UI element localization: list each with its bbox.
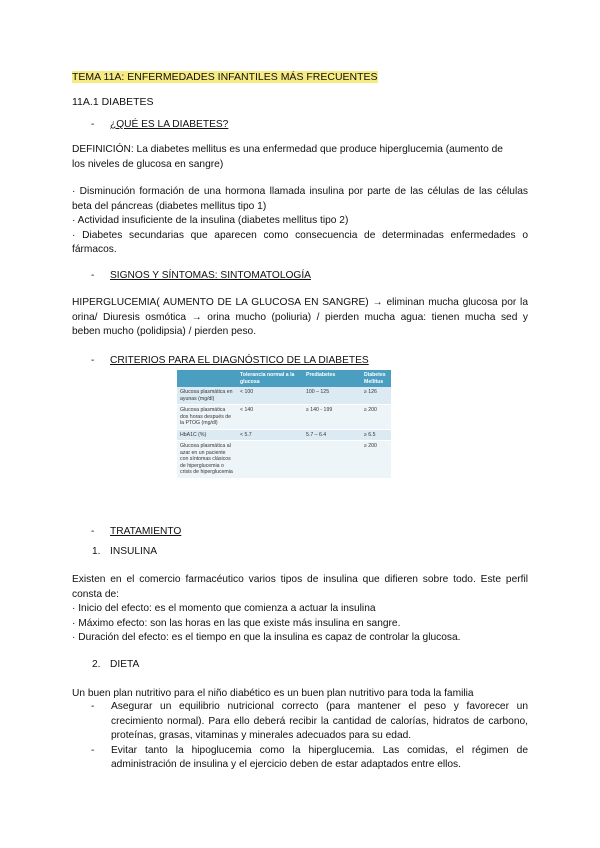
insulina-line: consta de: bbox=[72, 588, 120, 600]
causa-line: · Diabetes secundarias que aparecen como consecuencia de determinadas enfermedades o bbox=[72, 229, 528, 241]
causa-line: · Disminución formación de una hormona llamada insulina por parte de las células de las células bbox=[72, 186, 528, 197]
heading-tratamiento: TRATAMIENTO bbox=[110, 526, 182, 537]
table-cell: ≥ 6.5 bbox=[361, 429, 391, 441]
table-cell: ≥ 126 bbox=[361, 387, 391, 405]
hiperglucemia-paragraph bbox=[72, 296, 528, 340]
criterios-table bbox=[177, 370, 391, 479]
page-title: TEMA 11A: ENFERMEDADES INFANTILES MÁS FRECUENTES bbox=[72, 71, 378, 83]
table-row bbox=[177, 387, 391, 405]
definicion-paragraph bbox=[72, 143, 528, 172]
dash-bullet: - bbox=[91, 744, 95, 756]
causa-line: · Actividad insuficiente de la insulina (diabetes mellitus tipo 2) bbox=[72, 215, 349, 227]
causa-line: beta del páncreas (diabetes mellitus tipo 1) bbox=[72, 200, 267, 212]
table-row bbox=[177, 441, 391, 479]
table-header-row bbox=[177, 370, 391, 387]
dash-bullet: - bbox=[91, 701, 95, 712]
dieta-intro: Un buen plan nutritivo para el niño diabético es un buen plan nutritivo para toda la familia bbox=[72, 688, 474, 699]
table-cell: ≥ 200 bbox=[361, 441, 391, 479]
heading-insulina: INSULINA bbox=[110, 546, 157, 557]
heading-que-es: ¿QUÉ ES LA DIABETES? bbox=[110, 119, 229, 130]
table-header-cell: Tolerancia normal a la glucosa bbox=[237, 370, 303, 387]
table-cell bbox=[237, 441, 303, 479]
definicion-line: los niveles de glucosa en sangre) bbox=[72, 158, 224, 170]
heading-dieta: DIETA bbox=[110, 659, 140, 670]
table-cell: ≥ 200 bbox=[361, 405, 391, 430]
table-cell: ≥ 140 - 199 bbox=[303, 405, 361, 430]
definicion-line: DEFINICIÓN: La diabetes mellitus es una enfermedad que produce hiperglucemia (aumento de bbox=[72, 144, 503, 155]
dash-bullet: - bbox=[91, 270, 95, 281]
table-cell: 100 – 125 bbox=[303, 387, 361, 405]
table-cell: < 100 bbox=[237, 387, 303, 405]
table-cell: < 5.7 bbox=[237, 429, 303, 441]
causas-list bbox=[72, 185, 528, 258]
dash-bullet: - bbox=[91, 119, 95, 130]
hiper-line: HIPERGLUCEMIA( AUMENTO DE LA GLUCOSA EN SANGRE) → eliminan mucha glucosa por la bbox=[72, 297, 528, 308]
table-header-cell: Diabetes Mellitus bbox=[361, 370, 391, 387]
dieta-list bbox=[72, 700, 528, 773]
table-cell: HbA1C (%) bbox=[177, 429, 237, 441]
dash-bullet: - bbox=[91, 526, 95, 537]
list-item bbox=[72, 744, 528, 773]
insulina-line: · Máximo efecto: son las horas en las que existe más insulina en sangre. bbox=[72, 617, 401, 629]
section-heading: 11A.1 DIABETES bbox=[72, 96, 154, 108]
hiper-line: orina/ Diuresis osmótica → orina mucho (poliuria) / pierden mucha agua: tienen mucha sed y bbox=[72, 311, 528, 323]
table-cell: Glucosa plasmática en ayunas (mg/dl) bbox=[177, 387, 237, 405]
insulina-line: · Duración del efecto: es el tiempo en que la insulina es capaz de controlar la glucosa. bbox=[72, 632, 461, 644]
insulina-paragraph bbox=[72, 573, 528, 646]
dash-bullet: - bbox=[91, 355, 95, 366]
table-header-cell: Prediabetes bbox=[303, 370, 361, 387]
list-item-text: Asegurar un equilibrio nutricional correcto (para mantener el peso y favorecer un crecimiento normal). Para ello deberá recibir la cantidad de calorías, hidratos de carbono, proteínas, grasas, vitaminas y minerales adecuados para su edad. bbox=[111, 701, 528, 742]
table-cell: 5.7 – 6.4 bbox=[303, 429, 361, 441]
table-cell bbox=[303, 441, 361, 479]
insulina-line: Existen en el comercio farmacéutico varios tipos de insulina que difieren sobre todo. Este perfil bbox=[72, 574, 528, 585]
table-row bbox=[177, 429, 391, 441]
list-number: 2. bbox=[92, 659, 101, 670]
list-number: 1. bbox=[92, 546, 101, 557]
table-cell: < 140 bbox=[237, 405, 303, 430]
list-item-text: Evitar tanto la hipoglucemia como la hiperglucemia. Las comidas, el régimen de administración de insulina y el ejercicio deben de estar adaptados entre ellos. bbox=[111, 744, 528, 771]
heading-signos: SIGNOS Y SÍNTOMAS: SINTOMATOLOGÍA bbox=[110, 270, 311, 281]
insulina-line: · Inicio del efecto: es el momento que comienza a actuar la insulina bbox=[72, 603, 376, 615]
hiper-line: beben mucho (polidipsia) / pierden peso. bbox=[72, 326, 257, 338]
table-cell: Glucosa plasmática al azar en un paciente con síntomas clásicos de hiperglucemia o crisis de hiperglucemia bbox=[177, 441, 237, 479]
causa-line: fármacos. bbox=[72, 244, 117, 256]
table-header-cell bbox=[177, 370, 237, 387]
list-item bbox=[72, 700, 528, 744]
table-row bbox=[177, 405, 391, 430]
table-cell: Glucosa plasmática dos horas después de la PTOG (mg/dl) bbox=[177, 405, 237, 430]
heading-criterios: CRITERIOS PARA EL DIAGNÓSTICO DE LA DIABETES bbox=[110, 355, 369, 366]
